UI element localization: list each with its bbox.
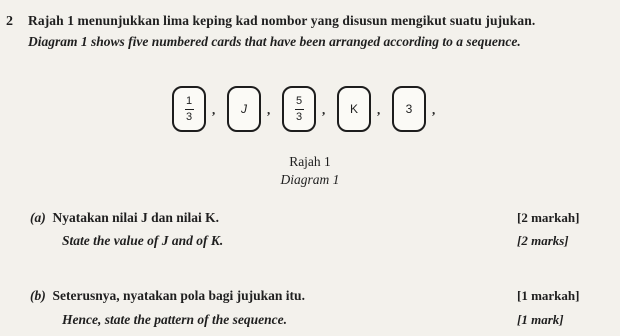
part-a-malay <box>30 210 219 226</box>
diagram-caption-malay: Rajah 1 <box>289 154 331 169</box>
part-b-text-malay: Seterusnya, nyatakan pola bagi jujukan itu. <box>52 288 305 303</box>
part-b-marks-malay: [1 markah] <box>517 288 580 303</box>
part-a-text-malay: Nyatakan nilai J dan nilai K. <box>52 210 220 225</box>
card-2-value: J <box>241 102 247 116</box>
comma-separator: , <box>377 102 381 117</box>
card-3-fraction <box>295 96 304 123</box>
part-a-marks-english: [2 marks] <box>517 233 569 248</box>
part-b-label: (b) <box>30 288 46 303</box>
part-a-text-english: State the value of J and of K. <box>62 233 224 248</box>
number-cards-diagram <box>172 86 442 134</box>
card-3-numerator: 5 <box>295 94 303 107</box>
part-a-marks-malay: [2 markah] <box>517 210 580 225</box>
card-5 <box>392 86 426 132</box>
card-5-value: 3 <box>405 102 413 116</box>
part-a-label: (a) <box>30 210 46 225</box>
fraction-bar <box>185 109 194 110</box>
card-1-numerator: 1 <box>185 94 193 107</box>
card-1-denominator: 3 <box>185 110 193 123</box>
card-4 <box>337 86 371 132</box>
comma-separator: , <box>432 102 436 117</box>
card-1-fraction <box>185 96 194 123</box>
comma-separator: , <box>212 102 216 117</box>
question-number: 2 <box>6 14 13 29</box>
card-3 <box>282 86 316 132</box>
diagram-caption-english: Diagram 1 <box>280 172 340 187</box>
question-text-malay: Rajah 1 menunjukkan lima keping kad nombor yang disusun mengikut suatu jujukan. <box>28 13 536 28</box>
card-4-value: K <box>349 102 358 116</box>
card-3-denominator: 3 <box>295 110 303 123</box>
card-1 <box>172 86 206 132</box>
part-b-malay <box>30 288 305 304</box>
question-text-english: Diagram 1 shows five numbered cards that have been arranged according to a sequence. <box>28 34 521 49</box>
card-2 <box>227 86 261 132</box>
part-b-marks-english: [1 mark] <box>517 312 564 327</box>
comma-separator: , <box>322 102 326 117</box>
fraction-bar <box>295 109 304 110</box>
comma-separator: , <box>267 102 271 117</box>
part-b-text-english: Hence, state the pattern of the sequence. <box>62 312 287 327</box>
